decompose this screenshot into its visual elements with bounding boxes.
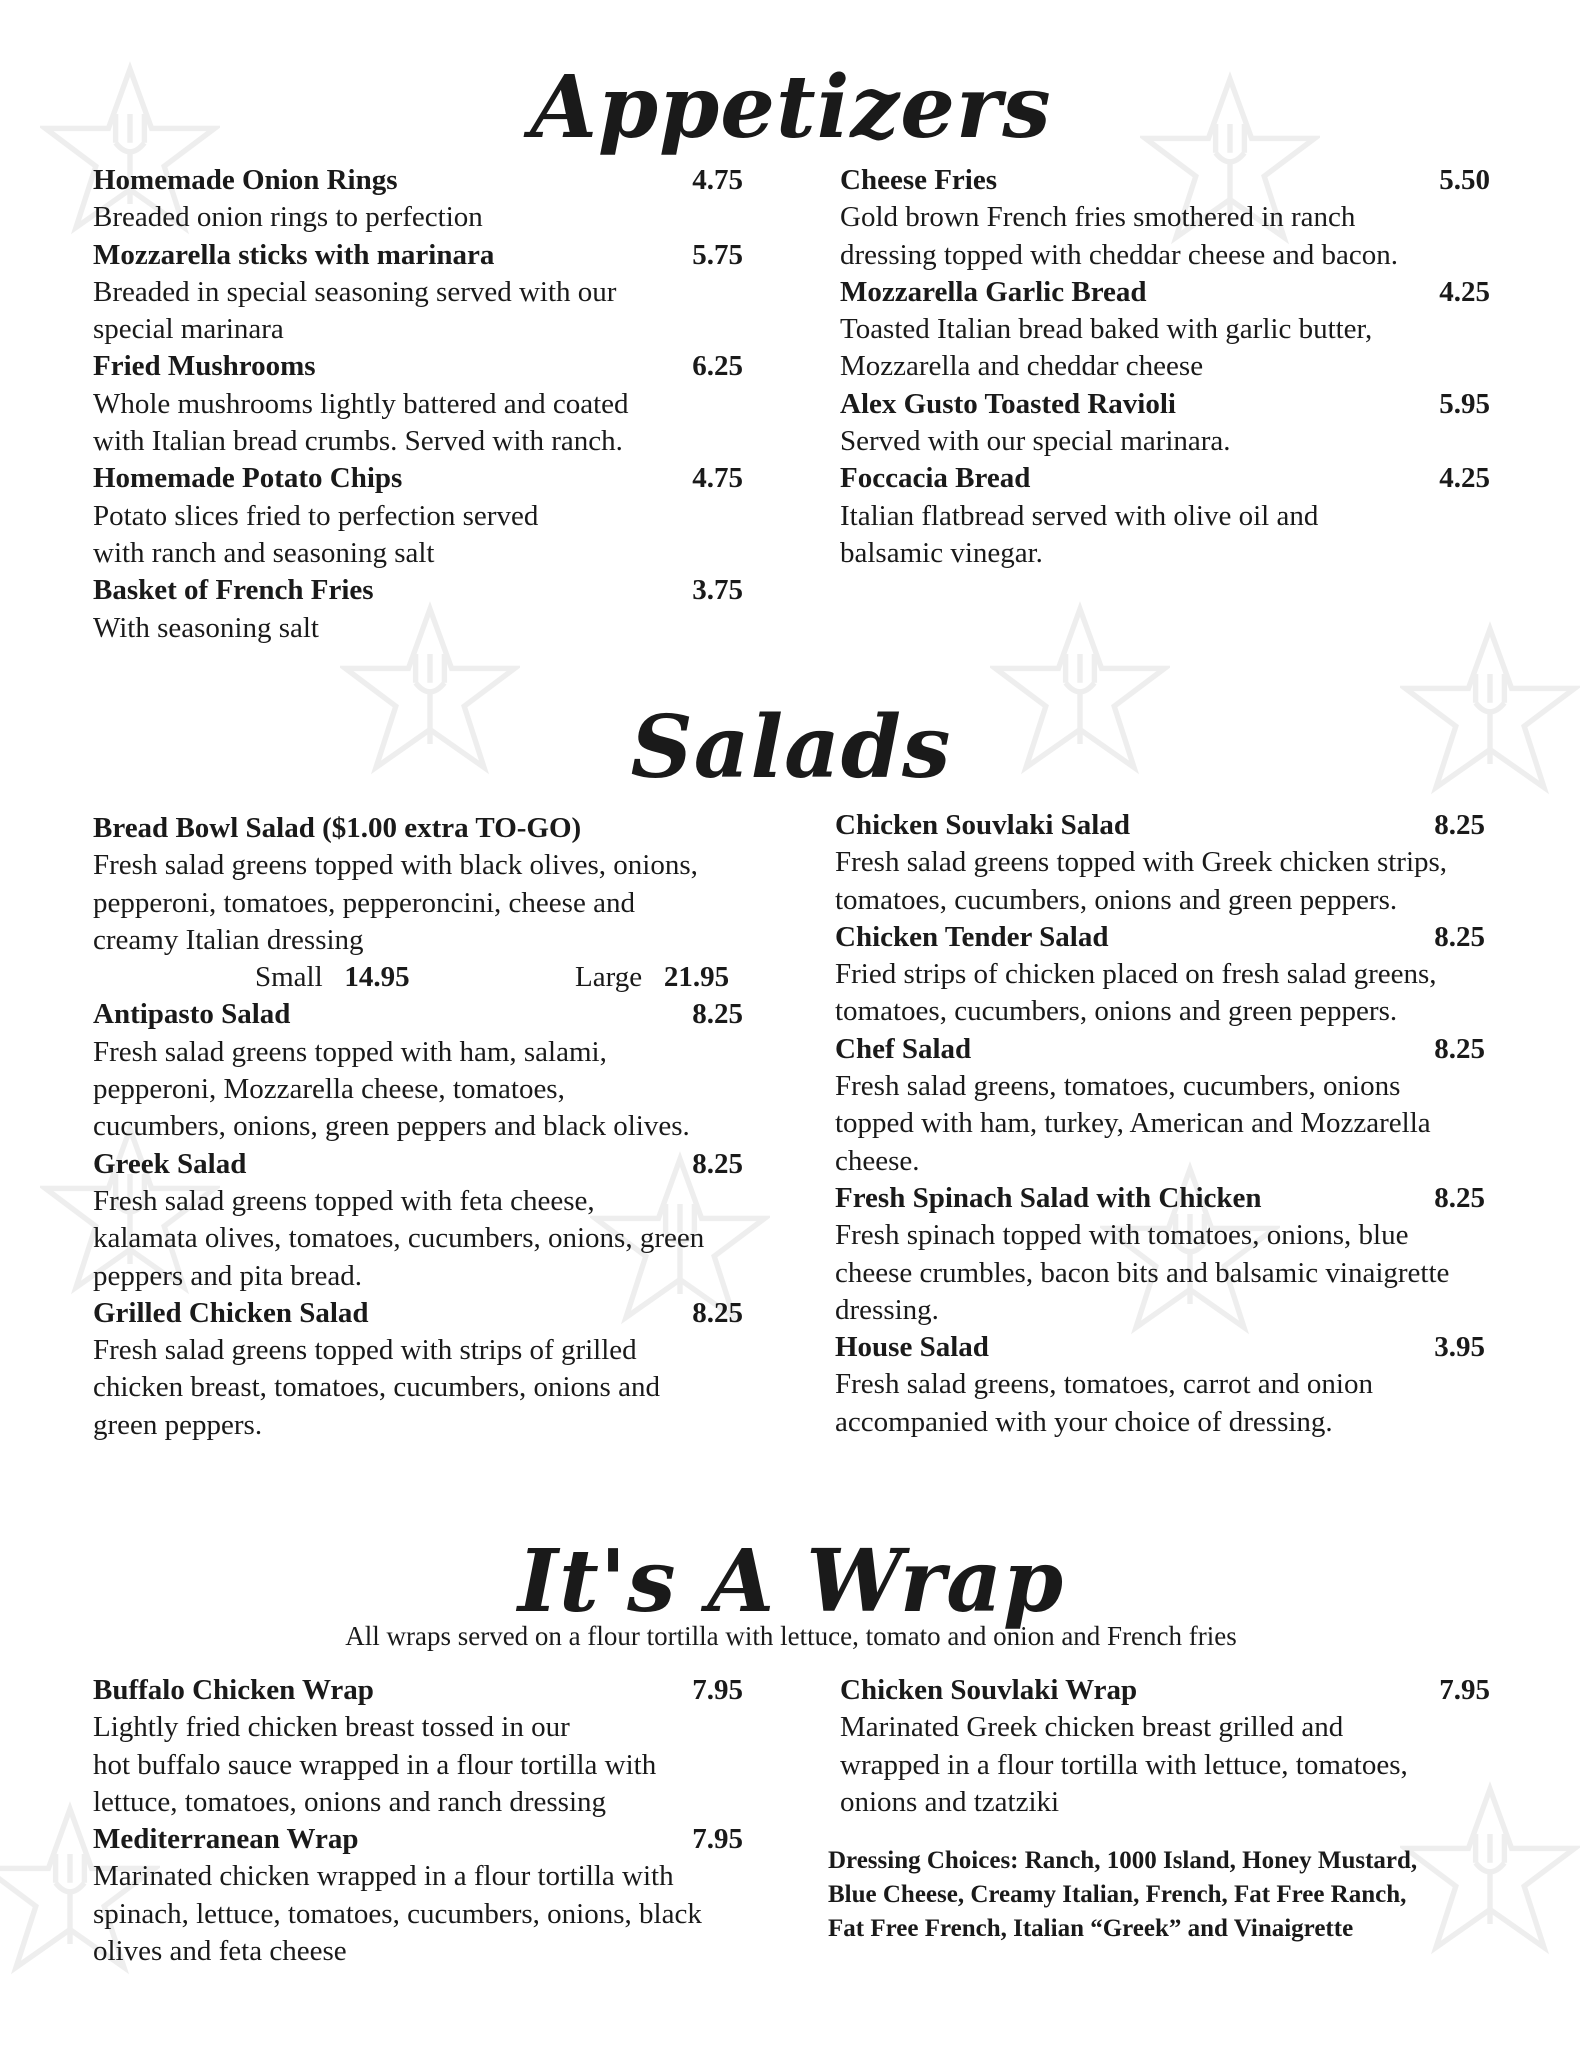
item-name: Chicken Tender Salad (835, 920, 1109, 953)
item-description: lettuce, tomatoes, onions and ranch dressing (93, 1785, 607, 1818)
item-description: With seasoning salt (93, 611, 319, 644)
item-description: accompanied with your choice of dressing. (835, 1405, 1333, 1438)
item-price: 3.75 (692, 574, 743, 607)
item-description: Served with our special marinara. (840, 425, 1231, 458)
menu-item (840, 274, 1490, 386)
item-description: pepperoni, tomatoes, pepperoncini, cheese and (93, 886, 635, 919)
item-name: Alex Gusto Toasted Ravioli (840, 387, 1176, 420)
item-description: Fresh salad greens topped with strips of grilled (93, 1334, 637, 1367)
menu-item (840, 1672, 1490, 1821)
wraps-heading: It's A Wrap (517, 1531, 1065, 1632)
menu-item (840, 386, 1490, 461)
item-description: tomatoes, cucumbers, onions and green peppers. (835, 883, 1398, 916)
item-description: Fresh salad greens topped with black olives, onions, (93, 849, 698, 882)
menu-item (840, 162, 1490, 274)
menu-item (93, 1295, 743, 1444)
item-name: Foccacia Bread (840, 462, 1031, 495)
item-name: Bread Bowl Salad ($1.00 extra TO-GO) (93, 812, 582, 844)
small-label: Small (255, 961, 323, 994)
dressing-line: Dressing Choices: Ranch, 1000 Island, Honey Mustard, (828, 1847, 1418, 1874)
menu-item (93, 1672, 743, 1821)
item-name: Basket of French Fries (93, 574, 374, 607)
item-name: Cheese Fries (840, 164, 998, 196)
item-name: Homemade Potato Chips (93, 462, 403, 495)
menu-item (93, 162, 743, 237)
item-description: dressing topped with cheddar cheese and bacon. (840, 238, 1399, 271)
item-price: 4.25 (1439, 275, 1490, 308)
item-description: green peppers. (93, 1408, 263, 1441)
item-description: with ranch and seasoning salt (93, 536, 435, 569)
menu-item (93, 810, 743, 996)
wraps-right-column (840, 1672, 1490, 1821)
menu-item (93, 572, 743, 647)
item-name: Greek Salad (93, 1147, 247, 1180)
item-description: creamy Italian dressing (93, 923, 364, 956)
item-description: tomatoes, cucumbers, onions and green peppers. (835, 995, 1398, 1028)
item-price: 5.95 (1439, 387, 1490, 420)
item-description: Marinated Greek chicken breast grilled and (840, 1711, 1344, 1744)
item-description: Toasted Italian bread baked with garlic butter, (840, 313, 1373, 346)
item-price: 8.25 (692, 998, 743, 1031)
item-price: 5.50 (1439, 164, 1490, 196)
appetizers-heading: Appetizers (530, 57, 1052, 158)
item-price: 8.25 (1434, 1181, 1485, 1214)
item-name: Chef Salad (835, 1032, 972, 1065)
item-description: Breaded in special seasoning served with our (93, 275, 617, 308)
item-price: 5.75 (692, 238, 743, 271)
item-price: 7.95 (1439, 1674, 1490, 1706)
item-name: Mediterranean Wrap (93, 1823, 359, 1856)
large-label: Large (575, 961, 643, 994)
item-description: Fresh salad greens topped with feta cheese, (93, 1184, 595, 1217)
item-description: kalamata olives, tomatoes, cucumbers, onions, green (93, 1222, 705, 1255)
item-price: 7.95 (692, 1674, 743, 1706)
item-name: Mozzarella sticks with marinara (93, 238, 495, 271)
menu-item (835, 1329, 1485, 1441)
item-description: balsamic vinegar. (840, 536, 1043, 569)
size-prices (93, 959, 743, 996)
menu-item (93, 996, 743, 1145)
item-description: Italian flatbread served with olive oil and (840, 499, 1319, 532)
item-description: Fresh salad greens, tomatoes, carrot and onion (835, 1368, 1373, 1401)
item-description: cucumbers, onions, green peppers and black olives. (93, 1110, 690, 1143)
salads-heading: Salads (630, 697, 952, 798)
item-description: hot buffalo sauce wrapped in a flour tortilla with (93, 1748, 657, 1781)
item-description: wrapped in a flour tortilla with lettuce, tomatoes, (840, 1748, 1408, 1781)
item-description: peppers and pita bread. (93, 1259, 362, 1292)
item-description: spinach, lettuce, tomatoes, cucumbers, onions, black (93, 1897, 702, 1930)
item-description: Breaded onion rings to perfection (93, 201, 483, 234)
item-name: Antipasto Salad (93, 998, 291, 1031)
item-description: Whole mushrooms lightly battered and coated (93, 387, 629, 420)
item-description: Mozzarella and cheddar cheese (840, 350, 1204, 383)
item-description: olives and feta cheese (93, 1935, 347, 1968)
item-name: Fried Mushrooms (93, 350, 316, 383)
salads-left-column (93, 810, 743, 1444)
salads-right-column (835, 807, 1485, 1441)
menu-item (93, 460, 743, 572)
wraps-left-column (93, 1672, 743, 1970)
menu-item (835, 807, 1485, 919)
item-description: pepperoni, Mozzarella cheese, tomatoes, (93, 1073, 565, 1106)
item-description: Marinated chicken wrapped in a flour tortilla with (93, 1860, 674, 1893)
item-description: Gold brown French fries smothered in ranch (840, 201, 1356, 234)
item-name: Mozzarella Garlic Bread (840, 275, 1147, 308)
wraps-subtitle: All wraps served on a flour tortilla with lettuce, tomato and onion and French fries (345, 1621, 1237, 1651)
item-price: 8.25 (692, 1296, 743, 1329)
menu-item (840, 460, 1490, 572)
item-description: Fried strips of chicken placed on fresh salad greens, (835, 958, 1437, 991)
item-price: 8.25 (1434, 809, 1485, 841)
menu-item (835, 919, 1485, 1031)
item-description: cheese. (835, 1144, 920, 1177)
item-description: Fresh spinach topped with tomatoes, onions, blue (835, 1219, 1409, 1252)
item-description: with Italian bread crumbs. Served with ranch. (93, 425, 623, 458)
dressing-line: Blue Cheese, Creamy Italian, French, Fat Free Ranch, (828, 1881, 1407, 1908)
item-price: 8.25 (1434, 1032, 1485, 1065)
item-price: 3.95 (1434, 1331, 1485, 1364)
menu-item (93, 1146, 743, 1295)
item-name: House Salad (835, 1331, 989, 1364)
menu-item (93, 348, 743, 460)
menu-item (93, 237, 743, 349)
menu-item (93, 1821, 743, 1970)
item-price: 4.25 (1439, 462, 1490, 495)
item-price: 8.25 (1434, 920, 1485, 953)
item-name: Homemade Onion Rings (93, 164, 398, 196)
large-price: 21.95 (663, 961, 730, 994)
item-description: dressing. (835, 1293, 939, 1326)
item-description: Fresh salad greens, tomatoes, cucumbers, onions (835, 1070, 1401, 1103)
item-price: 4.75 (692, 164, 743, 196)
item-name: Chicken Souvlaki Wrap (840, 1674, 1138, 1706)
item-description: onions and tzatziki (840, 1785, 1060, 1818)
appetizers-left-column (93, 162, 743, 647)
menu-item (835, 1031, 1485, 1180)
item-price: 8.25 (692, 1147, 743, 1180)
menu-item (835, 1180, 1485, 1329)
item-name: Fresh Spinach Salad with Chicken (835, 1181, 1262, 1214)
appetizers-right-column (840, 162, 1490, 572)
item-description: cheese crumbles, bacon bits and balsamic vinaigrette (835, 1256, 1450, 1289)
item-description: topped with ham, turkey, American and Mozzarella (835, 1107, 1431, 1140)
item-name: Chicken Souvlaki Salad (835, 809, 1130, 841)
item-price: 6.25 (692, 350, 743, 383)
item-name: Grilled Chicken Salad (93, 1296, 369, 1329)
item-description: Fresh salad greens topped with Greek chicken strips, (835, 846, 1448, 879)
item-description: chicken breast, tomatoes, cucumbers, onions and (93, 1371, 660, 1404)
item-description: Lightly fried chicken breast tossed in our (93, 1711, 570, 1744)
item-price: 7.95 (692, 1823, 743, 1856)
item-description: Fresh salad greens topped with ham, salami, (93, 1035, 607, 1068)
small-size (255, 959, 410, 996)
item-price: 4.75 (692, 462, 743, 495)
small-price: 14.95 (344, 961, 410, 994)
large-size (575, 959, 729, 996)
item-name: Buffalo Chicken Wrap (93, 1674, 374, 1706)
dressing-choices (828, 1844, 1417, 1946)
item-description: special marinara (93, 313, 284, 346)
item-description: Potato slices fried to perfection served (93, 499, 539, 532)
dressing-line: Fat Free French, Italian “Greek” and Vinaigrette (828, 1915, 1354, 1942)
